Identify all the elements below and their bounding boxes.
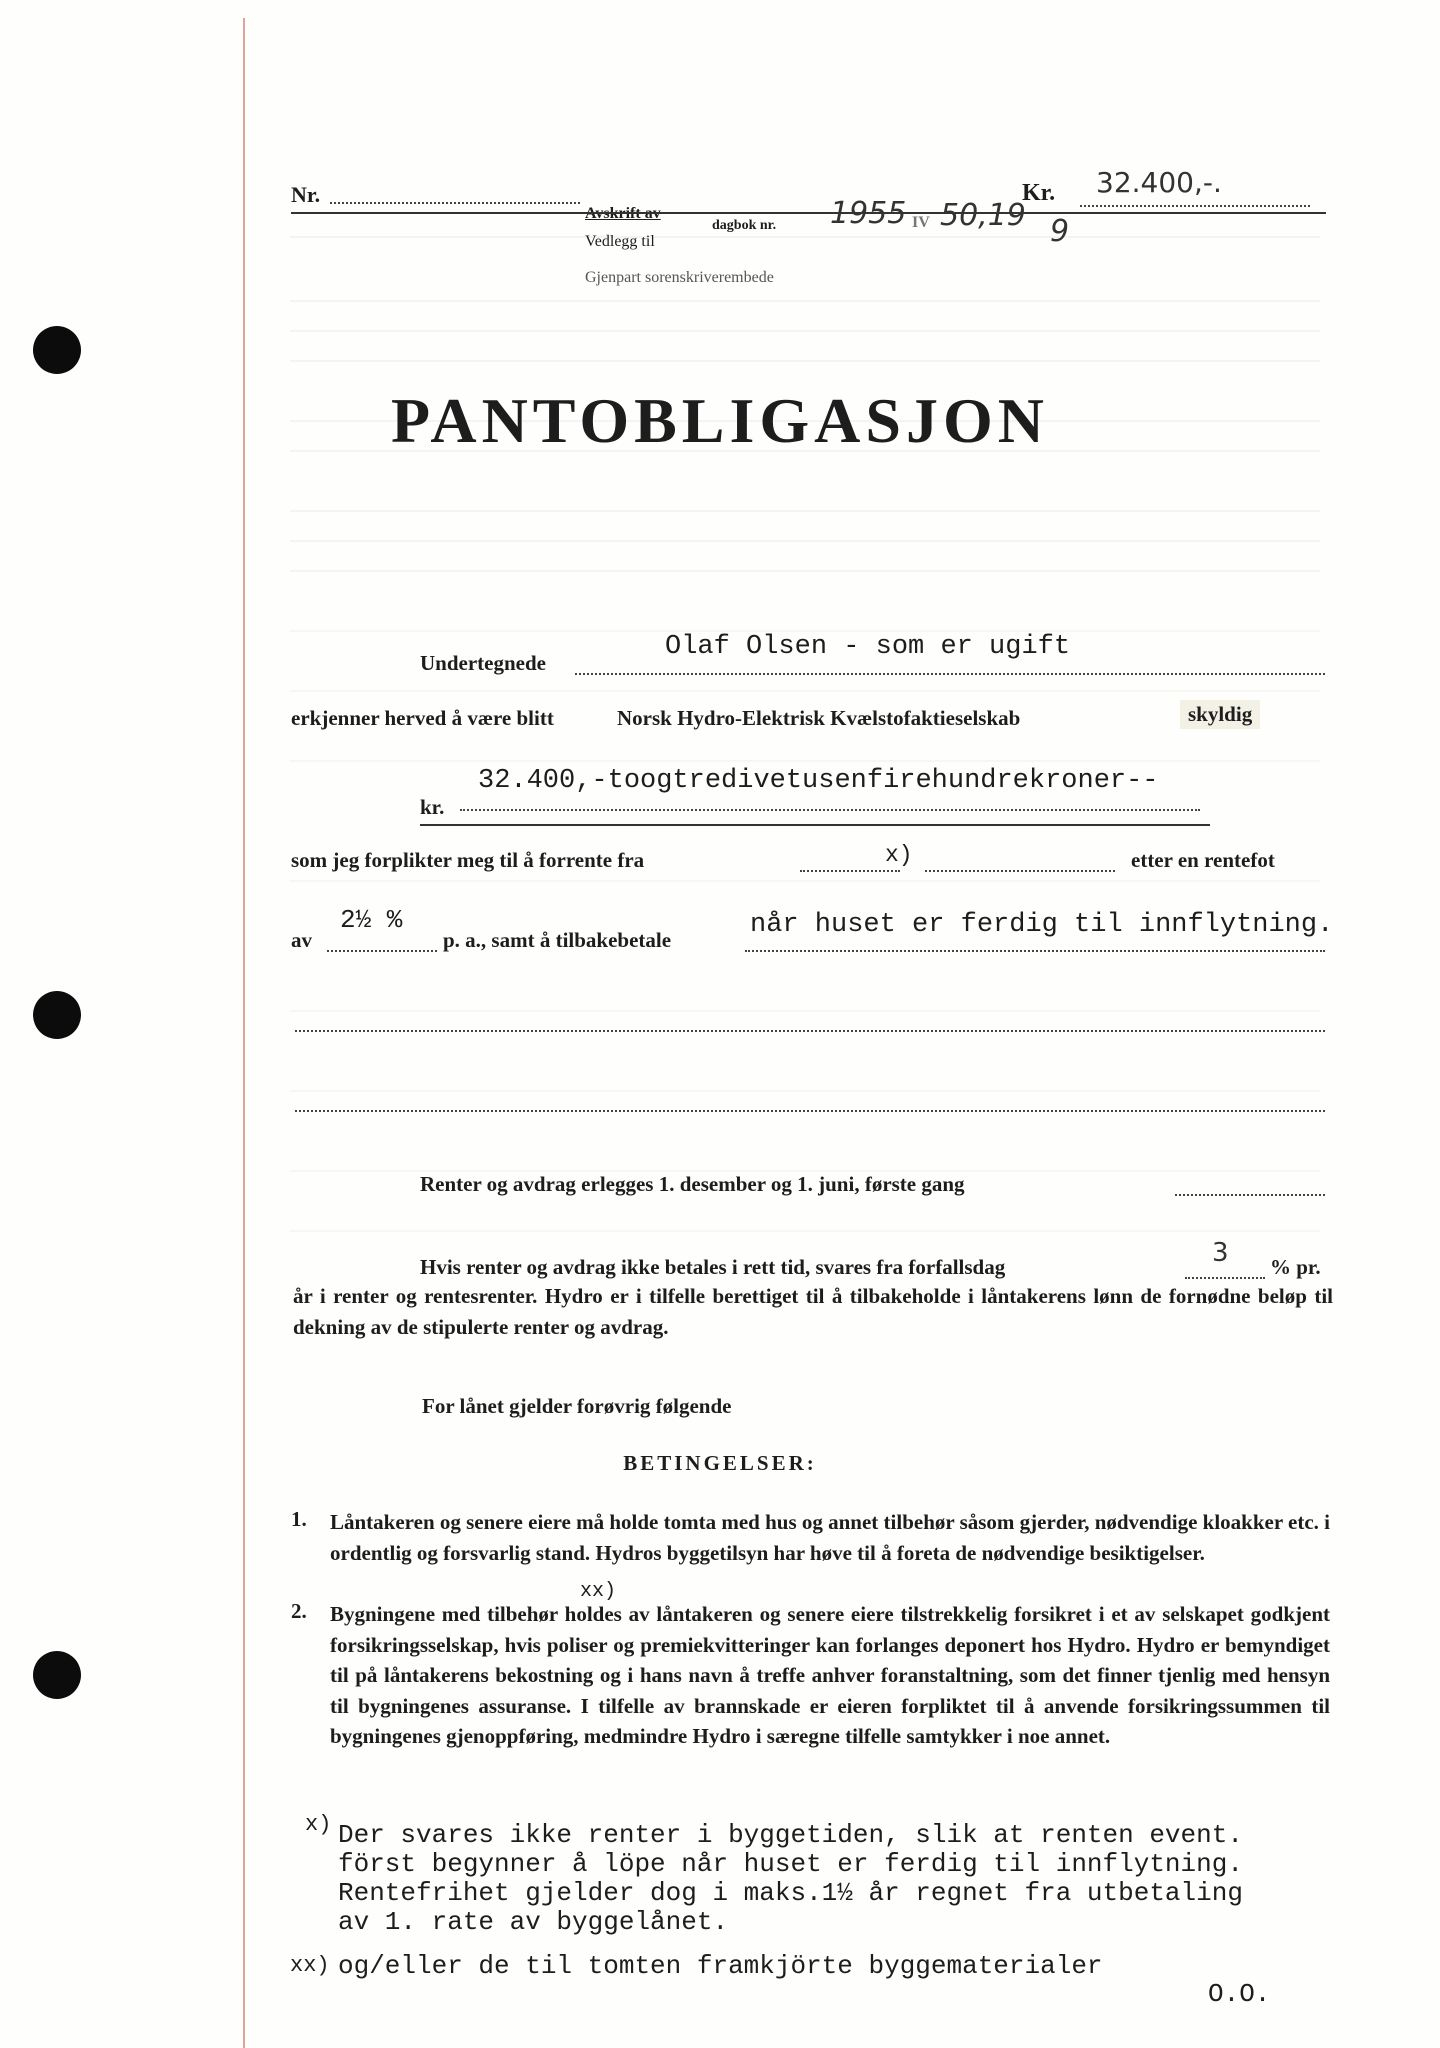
debtor-name: Olaf Olsen - som er ugift bbox=[665, 632, 1071, 662]
interest-mark: x) bbox=[885, 842, 913, 868]
default-rate-hand: 3 bbox=[1212, 1238, 1229, 1268]
footnote-x-block bbox=[338, 1821, 1243, 1937]
amount-rule bbox=[420, 824, 1210, 826]
acknowledge-prefix: erkjenner herved å være blitt bbox=[291, 706, 554, 730]
condition-2-text: Bygningene med tilbehør holdes av låntakeren og senere eiere tilstrekkelig forsikret i et av selskapet godkjent forsikringsselskap, hvis poliser og premiekvitteringer kan forlanges deponert hos Hydro. Hydro er bemyndiget til på låntakerens bekostning og i hans navn å treffe anhver foranstaltning, som det finner tjenlig med hensyn til bygningenes assuranse. I tilfelle av brannskade er eieren forpliktet til å anvende forsikringssummen til bygningenes gjenoppføring, medmindre Hydro i særegne tilfelle samtykker i noe annet. bbox=[330, 1602, 1330, 1748]
condition-2-mark: xx) bbox=[580, 1580, 617, 1603]
punch-hole-icon bbox=[33, 326, 81, 374]
condition-1-text: Låntakeren og senere eiere må holde tomta med hus og annet tilbehør såsom gjerder, nødvendige kloakker etc. i ordentlig og forsvarlig stand. Hydros byggetilsyn har høve til å foreta de nødvendige besiktigelser. bbox=[330, 1510, 1330, 1565]
dagbok-year-hand: 50,19 bbox=[940, 198, 1026, 233]
nr-dots bbox=[330, 202, 580, 204]
repay-dots bbox=[745, 950, 1325, 952]
footnote-x-line: först begynner å löpe når huset er ferdig til innflytning. bbox=[338, 1849, 1243, 1879]
default-paragraph: år i renter og rentesrenter. Hydro er i tilfelle berettiget til å tilbakeholde i låntakerens lønn de fornødne beløp til dekning av de stipulerte renter og avdrag. bbox=[293, 1284, 1333, 1339]
kr-label: Kr. bbox=[1022, 180, 1056, 206]
rate-repay: når huset er ferdig til innflytning. bbox=[750, 910, 1334, 940]
default-dots bbox=[1185, 1277, 1265, 1279]
creditor-name: Norsk Hydro-Elektrisk Kvælstofaktieselskab bbox=[617, 706, 1021, 730]
stamp-avskrift: Avskrift av bbox=[585, 205, 661, 222]
footnote-x-mark: x) bbox=[305, 1812, 332, 1837]
debtor-label: Undertegnede bbox=[420, 651, 546, 675]
kr-amount: 32.400,-. bbox=[1096, 166, 1222, 199]
default-line1-suffix: % pr. bbox=[1270, 1255, 1321, 1279]
loan-intro: For lånet gjelder forøvrig følgende bbox=[422, 1394, 732, 1418]
rate-prefix: av bbox=[291, 928, 312, 952]
footnote-x-line: Der svares ikke renter i byggetiden, slik at renten event. bbox=[338, 1820, 1243, 1850]
blank-line-1 bbox=[295, 1030, 1325, 1032]
terms-dots bbox=[1175, 1194, 1325, 1196]
punch-hole-icon bbox=[33, 1651, 81, 1699]
dagbok-label: dagbok nr. bbox=[712, 218, 777, 233]
blank-line-2 bbox=[295, 1110, 1325, 1112]
rate-dots bbox=[327, 950, 437, 952]
conditions-heading: BETINGELSER: bbox=[623, 1451, 817, 1475]
dagbok-page-hand: 9 bbox=[1050, 214, 1070, 249]
condition-1-number: 1. bbox=[291, 1507, 307, 1531]
interest-suffix: etter en rentefot bbox=[1131, 848, 1275, 872]
footnote-xx-mark: xx) bbox=[290, 1953, 330, 1978]
interest-prefix: som jeg forplikter meg til å forrente fra bbox=[291, 848, 645, 872]
footnote-x-line: Rentefrihet gjelder dog i maks.1½ år regnet fra utbetaling bbox=[338, 1878, 1243, 1908]
dagbok-roman: IV bbox=[912, 214, 930, 231]
rate-middle: p. a., samt å tilbakebetale bbox=[443, 928, 672, 952]
nr-label: Nr. bbox=[291, 182, 321, 207]
amount-label: kr. bbox=[420, 795, 445, 819]
stamp-vedlegg: Vedlegg til bbox=[585, 233, 655, 250]
punch-hole-icon bbox=[33, 991, 81, 1039]
footnote-x-line: av 1. rate av byggelånet. bbox=[338, 1907, 729, 1937]
interest-dots-2 bbox=[925, 870, 1115, 872]
terms-line: Renter og avdrag erlegges 1. desember og 1. juni, første gang bbox=[420, 1172, 965, 1196]
initials: O.O. bbox=[1208, 1979, 1271, 2009]
amount-text: 32.400,-toogtredivetusenfirehundrekroner-- bbox=[478, 766, 1159, 796]
interest-dots-1 bbox=[800, 870, 900, 872]
rate-value: 2½ % bbox=[340, 905, 403, 935]
header-rule bbox=[291, 212, 1326, 214]
stamp-gjenpart: Gjenpart sorenskriverembede bbox=[585, 269, 774, 286]
dagbok-number-hand: 1955 bbox=[830, 196, 907, 231]
document-title: PANTOBLIGASJON bbox=[391, 385, 1049, 456]
condition-2-number: 2. bbox=[291, 1599, 307, 1623]
default-line1: Hvis renter og avdrag ikke betales i rett tid, svares fra forfallsdag bbox=[420, 1255, 1006, 1279]
acknowledge-suffix: skyldig bbox=[1180, 700, 1260, 729]
footnote-xx-line: og/eller de til tomten framkjörte byggematerialer bbox=[338, 1951, 1103, 1981]
amount-dots bbox=[460, 809, 1200, 811]
kr-dots bbox=[1080, 205, 1310, 207]
debtor-dots bbox=[575, 673, 1325, 675]
margin-line bbox=[243, 18, 245, 2048]
